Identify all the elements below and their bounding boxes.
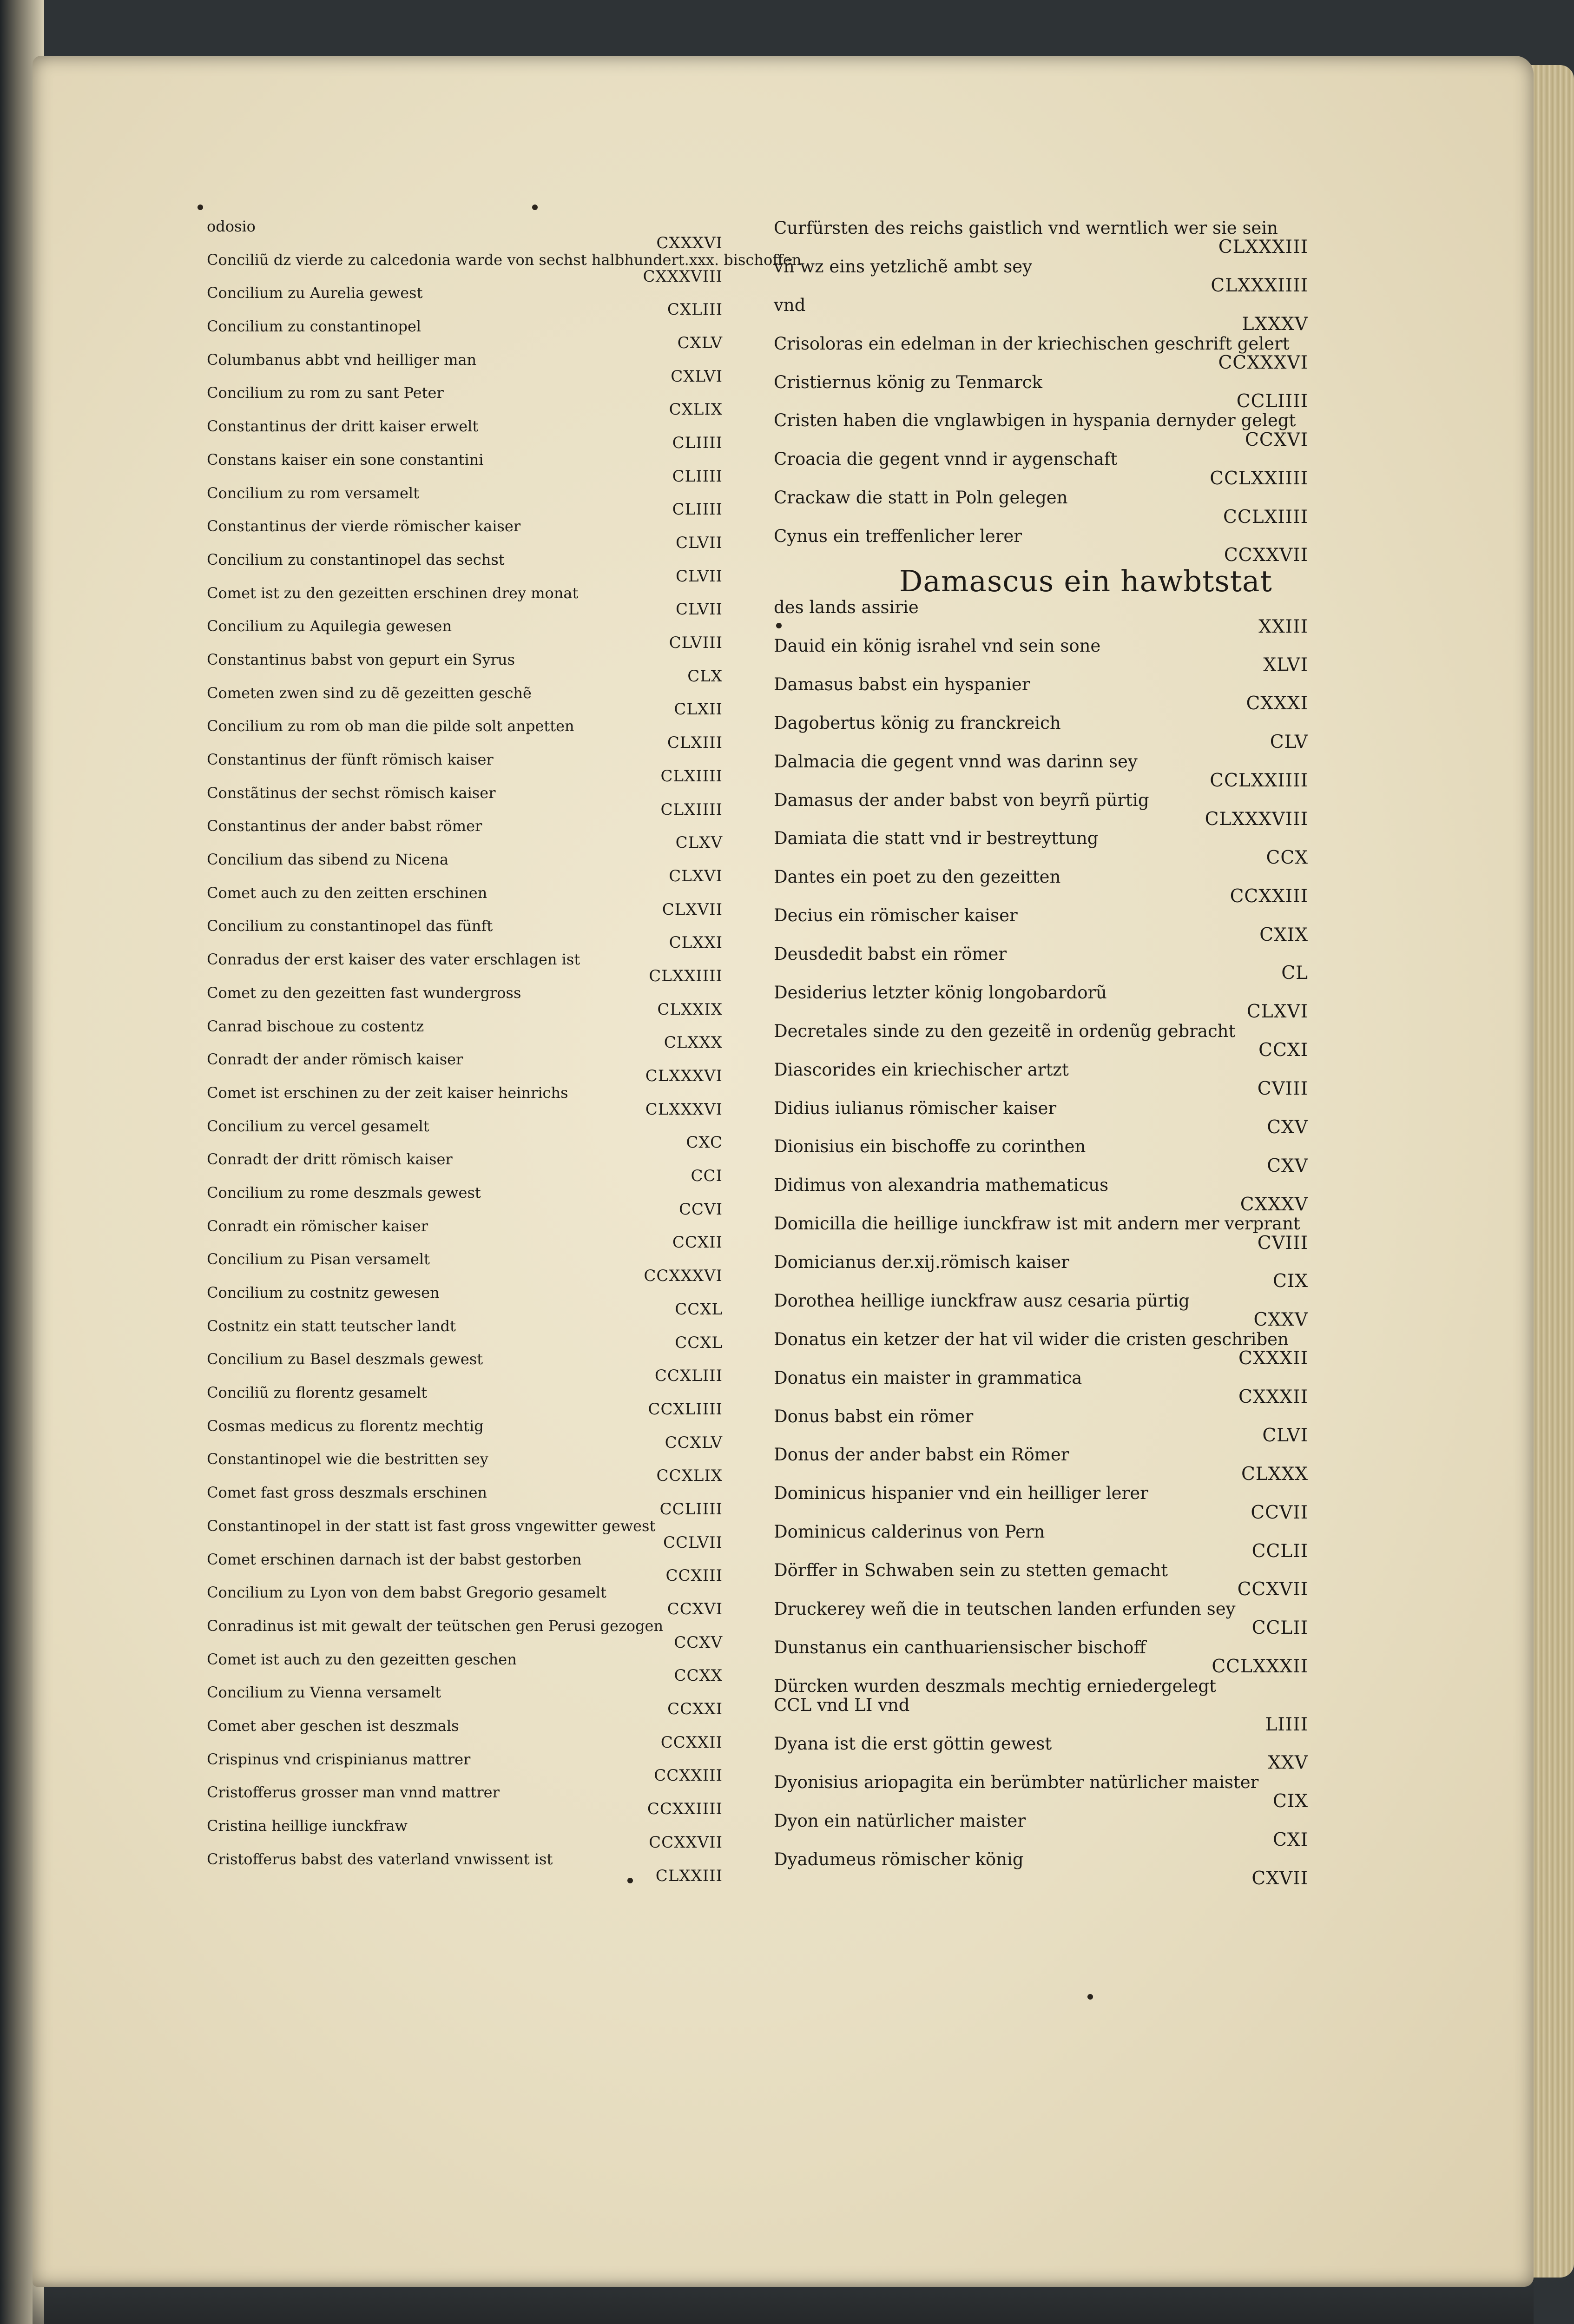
entry-folio-number: CCXXIII <box>654 1766 723 1785</box>
entry-text: Constantinus der dritt kaiser erwelt <box>207 417 479 436</box>
entry-text: Dürcken wurden deszmals mechtig erniedergelegt <box>774 1676 1216 1696</box>
entry-text: Dyadumeus römischer könig <box>774 1849 1024 1869</box>
entry-folio-number: CXXXI <box>1246 693 1308 714</box>
entry-text: Dunstanus ein canthuariensischer bischoff <box>774 1637 1146 1657</box>
entry-folio-number: CXVII <box>1251 1868 1308 1889</box>
entry-text: Concilium zu costnitz gewesen <box>207 1284 440 1301</box>
entry-text: Comet erschinen darnach ist der babst gestorben <box>207 1550 582 1568</box>
index-entry <box>207 1018 723 1052</box>
entry-folio-number: CLVII <box>676 600 723 619</box>
entry-text: Desiderius letzter könig longobardorũ <box>774 982 1107 1003</box>
entry-folio-number: CLXIIII <box>660 766 723 786</box>
entry-text: Conradinus ist mit gewalt der teütschen gen Perusi gezogen <box>207 1617 664 1635</box>
index-entry <box>207 785 723 819</box>
entry-text: Decretales sinde zu den gezeitẽ in ordenũg gebracht <box>774 1021 1236 1041</box>
entry-folio-number: CLVII <box>676 534 723 553</box>
entry-text: Comet ist zu den gezeitten erschinen drey monat <box>207 584 579 602</box>
entry-text: Donus der ander babst ein Römer <box>774 1445 1069 1465</box>
entry-folio-number: CLXXIX <box>657 1000 723 1019</box>
index-entry <box>207 1351 723 1385</box>
entry-folio-number: CCXLIX <box>656 1466 723 1486</box>
entry-text: Dagobertus könig zu franckreich <box>774 713 1061 733</box>
entry-folio-number: CCVII <box>1251 1502 1308 1523</box>
entry-text: Columbanus abbt vnd heilliger man <box>207 350 477 369</box>
index-entry <box>207 285 723 318</box>
entry-folio-number: CCXII <box>672 1233 723 1252</box>
entry-folio-number: CXLIII <box>667 300 723 319</box>
index-entry <box>207 1784 723 1818</box>
index-entry <box>207 1651 723 1685</box>
entry-text: Comet aber geschen ist deszmals <box>207 1717 459 1735</box>
index-entry <box>207 852 723 885</box>
index-entry <box>207 752 723 785</box>
entry-text: Comet fast gross deszmals erschinen <box>207 1484 487 1502</box>
index-entry <box>207 1285 723 1318</box>
entry-folio-number: CLXXX <box>1241 1463 1308 1485</box>
entry-text: des lands assirie <box>774 597 919 618</box>
index-entry <box>207 385 723 418</box>
index-entry <box>207 618 723 652</box>
entry-text: Cristofferus babst des vaterland vnwissent ist <box>207 1850 553 1868</box>
entry-folio-number: CCXXXVI <box>644 1267 723 1286</box>
entry-folio-number: CXI <box>1272 1829 1308 1851</box>
index-entry <box>207 218 723 252</box>
entry-folio-number: CLVII <box>676 567 723 586</box>
entry-text: Dyon ein natürlicher maister <box>774 1810 1026 1831</box>
entry-folio-number: CLXXX <box>664 1033 723 1052</box>
entry-text: Damasus der ander babst von beyrñ pürtig <box>774 790 1149 810</box>
entry-text: Canrad bischoue zu costentz <box>207 1017 424 1035</box>
entry-folio-number: CL <box>1281 963 1308 984</box>
entry-text: Cometen zwen sind zu dẽ gezeitten geschẽ <box>207 684 532 702</box>
entry-folio-number: CCI <box>691 1167 723 1186</box>
index-entry <box>774 1137 1308 1175</box>
entry-text: Druckerey weñ die in teutschen landen erfunden sey <box>774 1598 1236 1619</box>
entry-folio-number: CCXLV <box>665 1433 723 1452</box>
ink-speck <box>198 205 203 210</box>
entry-folio-number: CLXXIII <box>655 1866 723 1885</box>
entry-folio-number: CCXXXVI <box>1218 352 1308 374</box>
entry-text: Comet ist erschinen zu der zeit kaiser heinrichs <box>207 1083 568 1102</box>
entry-folio-number: CXXXVI <box>656 233 723 252</box>
index-entry <box>774 1773 1308 1811</box>
index-entry <box>207 1151 723 1185</box>
entry-folio-number: CXXV <box>1253 1309 1308 1331</box>
index-entry <box>774 1445 1308 1484</box>
entry-folio-number: CCXI <box>1258 1040 1308 1061</box>
entry-folio-number: CCXVI <box>1245 429 1308 450</box>
index-entry <box>774 334 1308 373</box>
entry-folio-number: CCXV <box>674 1633 723 1652</box>
entry-folio-number: CVIII <box>1257 1078 1308 1100</box>
entry-folio-number: CCLIIII <box>1236 390 1308 412</box>
entry-folio-number: CCLXIIII <box>1223 506 1308 528</box>
index-entry <box>207 1218 723 1252</box>
index-entry <box>774 257 1308 296</box>
index-entry <box>207 1051 723 1085</box>
entry-text: Dalmacia die gegent vnnd was darinn sey <box>774 751 1138 772</box>
entry-text: Domicilla die heillige iunckfraw ist mit andern mer verprant <box>774 1214 1300 1234</box>
entry-text: Constantinus der vierde römischer kaiser <box>207 517 521 535</box>
entry-text: Cristiernus könig zu Tenmarck <box>774 372 1042 392</box>
index-entry <box>774 713 1308 752</box>
entry-text: Cristen haben die vnglawbigen in hyspania dernyder gelegt <box>774 410 1296 431</box>
entry-folio-number: CCXXII <box>660 1733 723 1752</box>
index-entry <box>207 352 723 385</box>
entry-folio-number: CLXXXVIII <box>1205 808 1308 830</box>
index-entry <box>774 867 1308 906</box>
entry-text: Dauid ein könig israhel vnd sein sone <box>774 636 1101 656</box>
entry-folio-number: CCLVII <box>663 1533 723 1552</box>
entry-folio-number: CCLII <box>1251 1540 1308 1562</box>
entry-text: Domicianus der.xij.römisch kaiser <box>774 1252 1069 1273</box>
entry-text: Concilium zu constantinopel das sechst <box>207 550 505 568</box>
index-entry <box>774 829 1308 867</box>
index-entry <box>774 1099 1308 1137</box>
index-entry <box>774 1734 1308 1773</box>
index-entry <box>774 983 1308 1022</box>
entry-text: Concilium zu rome deszmals gewest <box>207 1183 481 1202</box>
entry-text: Dominicus hispanier vnd ein heilliger lerer <box>774 1483 1148 1504</box>
entry-folio-number: CLV <box>1270 732 1308 753</box>
index-entry <box>207 418 723 452</box>
entry-text: Dorothea heillige iunckfraw ausz cesaria pürtig <box>774 1290 1190 1311</box>
index-entry <box>207 585 723 619</box>
entry-folio-number: CXIX <box>1259 924 1308 945</box>
entry-folio-number: CLIIII <box>672 433 723 452</box>
entry-text: Deusdedit babst ein römer <box>774 944 1007 964</box>
entry-text: Dantes ein poet zu den gezeitten <box>774 867 1061 887</box>
index-entry <box>774 1214 1308 1253</box>
entry-text: Constantinus der ander babst römer <box>207 817 482 835</box>
entry-folio-number: CCLIIII <box>659 1499 723 1519</box>
entry-text: Diascorides ein kriechischer artzt <box>774 1059 1069 1080</box>
index-entry <box>207 452 723 485</box>
index-entry <box>207 485 723 519</box>
entry-text: Conradt ein römischer kaiser <box>207 1217 428 1235</box>
index-entry <box>207 718 723 752</box>
entry-text: Conradt der dritt römisch kaiser <box>207 1150 453 1169</box>
entry-text: Constantinus babst von gepurt ein Syrus <box>207 650 515 668</box>
entry-folio-number: CCXL <box>675 1333 723 1352</box>
entry-text: Crackaw die statt in Poln gelegen <box>774 488 1068 508</box>
entry-folio-number: CCX <box>1266 847 1308 868</box>
entry-text: Costnitz ein statt teutscher landt <box>207 1317 456 1335</box>
entry-text: vñ wz eins yetzlichẽ ambt sey <box>774 256 1033 277</box>
index-entry <box>774 1850 1308 1888</box>
entry-text: Conciliũ zu florentz gesamelt <box>207 1384 428 1402</box>
entry-folio-number: CCLXXIIII <box>1210 770 1308 792</box>
index-entry <box>207 1485 723 1518</box>
entry-text: Crispinus vnd crispinianus mattrer <box>207 1750 471 1768</box>
entry-folio-number: CLXIIII <box>660 800 723 819</box>
entry-text: Dominicus calderinus von Pern <box>774 1522 1045 1542</box>
entry-text: CCL vnd LI vnd <box>774 1695 910 1716</box>
entry-text: Conradus der erst kaiser des vater erschlagen ist <box>207 951 580 969</box>
entry-text: Dörffer in Schwaben sein zu stetten gemacht <box>774 1560 1168 1581</box>
entry-folio-number: CVIII <box>1257 1232 1308 1254</box>
index-entry <box>774 598 1308 636</box>
index-entry <box>207 885 723 918</box>
entry-folio-number: CCLII <box>1251 1618 1308 1639</box>
entry-folio-number: CXV <box>1267 1155 1308 1176</box>
index-entry <box>207 1185 723 1218</box>
entry-folio-number: CLX <box>687 667 723 686</box>
entry-folio-number: CLVIII <box>669 634 723 653</box>
entry-folio-number: CXXXII <box>1238 1386 1308 1408</box>
entry-folio-number: CCXXVII <box>1224 545 1308 566</box>
entry-text: Concilium zu Lyon von dem babst Gregorio gesamelt <box>207 1584 606 1602</box>
index-entry <box>207 1585 723 1618</box>
index-entry <box>774 1253 1308 1291</box>
index-entry <box>207 985 723 1018</box>
entry-text: Concilium zu Pisan versamelt <box>207 1250 430 1268</box>
entry-text: Curfürsten des reichs gaistlich vnd werntlich wer sie sein <box>774 218 1278 238</box>
index-entry <box>207 1851 723 1885</box>
entry-text: Croacia die gegent vnnd ir aygenschaft <box>774 449 1118 469</box>
index-entry <box>207 251 802 286</box>
index-entry <box>774 449 1308 488</box>
entry-text: Constantinopel wie die bestritten sey <box>207 1450 488 1468</box>
index-entry <box>207 685 723 719</box>
entry-text: Cristofferus grosser man vnnd mattrer <box>207 1783 500 1802</box>
entry-folio-number: CLVI <box>1262 1425 1308 1446</box>
index-entry <box>774 1599 1308 1638</box>
entry-folio-number: CCXLIIII <box>648 1400 723 1419</box>
entry-folio-number: CCXXIIII <box>647 1800 723 1819</box>
entry-folio-number: CCXXIII <box>1230 885 1308 907</box>
index-entry <box>774 675 1308 713</box>
entry-text: Donus babst ein römer <box>774 1406 974 1426</box>
index-entry <box>774 636 1308 675</box>
index-entry <box>207 1451 723 1485</box>
index-entry <box>774 1677 1308 1696</box>
entry-folio-number: LXXXV <box>1242 314 1308 335</box>
index-entry <box>207 318 723 352</box>
entry-text: Concilium zu Aquilegia gewesen <box>207 617 452 635</box>
entry-folio-number: CIX <box>1272 1271 1308 1292</box>
entry-folio-number: CXV <box>1267 1116 1308 1138</box>
entry-text: vnd <box>774 295 806 315</box>
index-entry <box>774 1407 1308 1446</box>
entry-text: Dyana ist die erst göttin gewest <box>774 1733 1052 1754</box>
entry-folio-number: XXIII <box>1258 616 1308 637</box>
index-entry <box>774 1330 1308 1368</box>
index-entry <box>774 1291 1308 1330</box>
index-entry <box>774 1060 1308 1099</box>
index-entry <box>207 951 723 985</box>
entry-text: Conciliũ dz vierde zu calcedonia warde von sechst halbhundert.xxx. bischoffen <box>207 251 802 269</box>
entry-text: Comet ist auch zu den gezeitten geschen <box>207 1650 517 1668</box>
entry-folio-number: CLXVI <box>1246 1001 1308 1023</box>
section-heading-d: Damascus ein hawbtstat <box>899 564 1272 598</box>
entry-folio-number: CLXXI <box>669 933 723 952</box>
entry-text: Conradt der ander römisch kaiser <box>207 1050 463 1069</box>
entry-text: Comet zu den gezeitten fast wundergross <box>207 984 521 1002</box>
entry-text: Damiata die statt vnd ir bestreyttung <box>774 828 1099 849</box>
entry-text: Concilium zu constantinopel das fünft <box>207 917 493 935</box>
entry-text: Dyonisius ariopagita ein berümbter natürlicher maister <box>774 1772 1259 1792</box>
index-entry <box>774 791 1308 829</box>
entry-text: Damasus babst ein hyspanier <box>774 674 1030 694</box>
entry-folio-number: CXC <box>686 1133 723 1152</box>
entry-folio-number: CXLV <box>677 333 723 352</box>
index-entry <box>774 1561 1308 1599</box>
entry-folio-number: CLXIII <box>667 733 723 753</box>
index-entry <box>774 1175 1308 1214</box>
entry-folio-number: CLXV <box>675 833 723 852</box>
index-entry <box>207 1552 723 1585</box>
entry-folio-number: CXXXV <box>1240 1194 1308 1215</box>
index-entry <box>774 1696 1308 1734</box>
entry-folio-number: CLXVII <box>662 900 723 919</box>
entry-text: Crisoloras ein edelman in der kriechischen geschrift gelert <box>774 333 1290 354</box>
index-entry <box>774 373 1308 411</box>
entry-text: Cristina heillige iunckfraw <box>207 1817 408 1835</box>
entry-folio-number: CCXL <box>675 1300 723 1319</box>
entry-folio-number: XXV <box>1268 1752 1308 1774</box>
entry-folio-number: CCXVII <box>1237 1579 1308 1600</box>
entry-folio-number: CLXXIIII <box>649 966 723 985</box>
entry-folio-number: CLIIII <box>672 500 723 519</box>
entry-folio-number: CCLXXIIII <box>1210 468 1308 489</box>
index-entry <box>774 944 1308 983</box>
index-entry <box>207 1751 723 1785</box>
entry-folio-number: CLXVI <box>669 866 723 885</box>
index-entry <box>774 1368 1308 1407</box>
entry-text: Constãtinus der sechst römisch kaiser <box>207 784 496 802</box>
entry-folio-number: CXLVI <box>671 367 723 386</box>
ink-speck <box>532 205 538 210</box>
entry-text: Concilium zu rom zu sant Peter <box>207 384 444 402</box>
entry-folio-number: XLVI <box>1263 654 1308 676</box>
index-entry <box>207 1318 723 1352</box>
index-entry <box>207 1385 723 1418</box>
index-entry <box>774 1484 1308 1522</box>
index-entry <box>207 1718 723 1751</box>
index-entry <box>774 752 1308 791</box>
entry-folio-number: CLXII <box>674 700 723 719</box>
entry-folio-number: LIIII <box>1265 1714 1308 1735</box>
ink-speck <box>1087 1994 1093 2000</box>
index-entry <box>207 1085 723 1118</box>
index-entry <box>774 1638 1308 1677</box>
index-column-right <box>774 218 1308 1888</box>
entry-text: Concilium zu vercel gesamelt <box>207 1117 429 1135</box>
entry-folio-number: CCXLIII <box>654 1367 723 1386</box>
index-entry <box>207 1418 723 1452</box>
entry-folio-number: CCXIII <box>665 1566 723 1585</box>
entry-text: Donatus ein ketzer der hat vil wider die cristen geschriben <box>774 1329 1289 1349</box>
index-entry <box>207 1118 723 1152</box>
entry-text: Concilium zu rom ob man die pilde solt anpetten <box>207 717 574 735</box>
index-column-left <box>207 218 802 1885</box>
index-entry <box>774 1522 1308 1561</box>
entry-folio-number: CXLIX <box>669 400 723 419</box>
entry-text: Concilium zu Basel deszmals gewest <box>207 1350 483 1368</box>
index-entry <box>207 552 723 585</box>
index-entry <box>774 1811 1308 1850</box>
index-entry <box>774 527 1308 565</box>
entry-text: Concilium zu Aurelia gewest <box>207 284 423 302</box>
entry-text: Cosmas medicus zu florentz mechtig <box>207 1417 484 1435</box>
entry-text: Donatus ein maister in grammatica <box>774 1367 1082 1388</box>
index-entry <box>207 1684 723 1718</box>
index-entry <box>207 652 723 685</box>
entry-text: Comet auch zu den zeitten erschinen <box>207 884 487 902</box>
entry-text: Didius iulianus römischer kaiser <box>774 1098 1057 1118</box>
entry-text: Constantinus der fünft römisch kaiser <box>207 751 494 768</box>
entry-folio-number: CCXVI <box>667 1600 723 1619</box>
bottom-shadow <box>33 2280 1534 2324</box>
entry-folio-number: CIX <box>1272 1791 1308 1812</box>
entry-folio-number: CLXXXVI <box>645 1067 723 1086</box>
index-entry <box>207 918 723 951</box>
index-entry <box>774 218 1308 257</box>
index-entry <box>207 818 723 852</box>
index-entry <box>207 1618 723 1651</box>
entry-text: odosio <box>207 218 256 235</box>
entry-text: Concilium zu constantinopel <box>207 317 421 336</box>
index-entry <box>207 1818 723 1851</box>
entry-text: Dionisius ein bischoffe zu corinthen <box>774 1136 1086 1157</box>
entry-folio-number: CCVI <box>678 1200 723 1219</box>
entry-text: Concilium das sibend zu Nicena <box>207 851 449 869</box>
entry-text: Concilium zu Vienna versamelt <box>207 1684 441 1702</box>
index-entry <box>207 1251 723 1285</box>
index-entry <box>774 296 1308 334</box>
index-entry <box>774 488 1308 527</box>
entry-folio-number: CCXX <box>674 1666 723 1685</box>
index-entry <box>774 906 1308 944</box>
index-entry <box>207 518 723 552</box>
entry-folio-number: CLXXXVI <box>645 1100 723 1119</box>
entry-folio-number: CXXXII <box>1238 1348 1308 1369</box>
entry-folio-number: CCXXVII <box>649 1833 723 1852</box>
entry-text: Didimus von alexandria mathematicus <box>774 1175 1109 1195</box>
entry-text: Constantinopel in der statt ist fast gross vngewitter gewest <box>207 1517 656 1535</box>
entry-folio-number: CLIIII <box>672 467 723 486</box>
index-entry <box>774 411 1308 449</box>
entry-text: Decius ein römischer kaiser <box>774 905 1018 926</box>
entry-folio-number: CLXXXIII <box>1218 237 1308 258</box>
entry-folio-number: CLXXXIIII <box>1211 275 1308 297</box>
index-entry <box>774 1022 1308 1060</box>
entry-folio-number: CCLXXXII <box>1212 1656 1308 1677</box>
entry-folio-number: CCXXI <box>667 1700 723 1719</box>
entry-folio-number: CXXXVIII <box>643 267 723 286</box>
entry-text: Cynus ein treffenlicher lerer <box>774 526 1022 546</box>
entry-text: Constans kaiser ein sone constantini <box>207 450 484 469</box>
index-entry <box>207 1518 723 1552</box>
entry-text: Concilium zu rom versamelt <box>207 484 420 502</box>
